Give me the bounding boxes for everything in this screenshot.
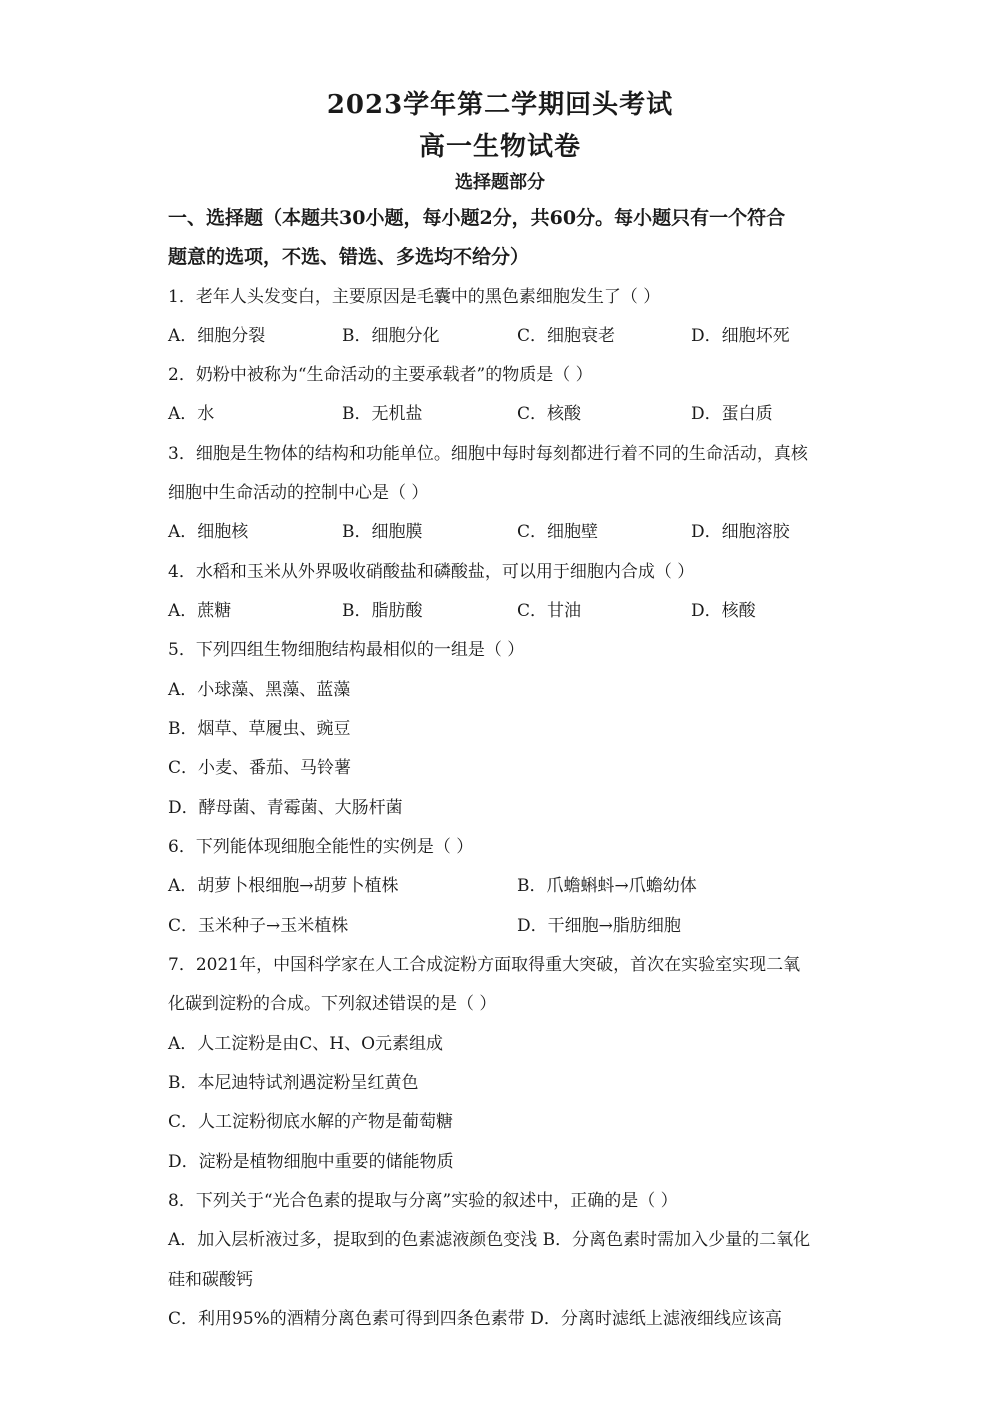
option-b: B．无机盐 <box>342 404 423 424</box>
option-d: D．干细胞→脂肪细胞 <box>517 916 681 936</box>
question-3-options <box>168 520 848 544</box>
question-2-stem: 2．奶粉中被称为“生命活动的主要承载者”的物质是（ ） <box>168 365 593 385</box>
question-7-option-d: D．淀粉是植物细胞中重要的储能物质 <box>168 1152 454 1172</box>
question-8-stem: 8．下列关于“光合色素的提取与分离”实验的叙述中，正确的是（ ） <box>168 1191 678 1211</box>
part-label: 选择题部分 <box>455 172 545 193</box>
question-6-options-row1 <box>168 874 848 898</box>
question-7-option-c: C．人工淀粉彻底水解的产物是葡萄糖 <box>168 1112 454 1132</box>
option-c: C．甘油 <box>517 601 582 621</box>
question-5-stem: 5．下列四组生物细胞结构最相似的一组是（ ） <box>168 640 525 660</box>
question-8-options-line1: A．加入层析液过多，提取到的色素滤液颜色变浅 B．分离色素时需加入少量的二氧化 <box>168 1230 811 1250</box>
question-1-stem: 1．老年人头发变白，主要原因是毛囊中的黑色素细胞发生了（ ） <box>168 287 661 307</box>
exam-subtitle: 高一生物试卷 <box>418 132 581 162</box>
question-6-options-row2 <box>168 914 848 938</box>
question-1-options <box>168 324 848 348</box>
question-7-option-a: A．人工淀粉是由C、H、O元素组成 <box>168 1034 444 1054</box>
option-a: A．水 <box>168 404 215 424</box>
question-7-option-b: B．本尼迪特试剂遇淀粉呈红黄色 <box>168 1073 419 1093</box>
option-c: C．细胞壁 <box>517 522 599 542</box>
question-8-options-line2: 硅和碳酸钙 <box>168 1270 253 1290</box>
question-6-stem: 6．下列能体现细胞全能性的实例是（ ） <box>168 837 474 857</box>
option-c: C．核酸 <box>517 404 582 424</box>
option-b: B．细胞分化 <box>342 326 440 346</box>
exam-title: 2023学年第二学期回头考试 <box>326 90 674 120</box>
question-5-option-c: C．小麦、番茄、马铃薯 <box>168 758 352 778</box>
option-b: B．细胞膜 <box>342 522 423 542</box>
option-b: B．脂肪酸 <box>342 601 423 621</box>
option-d: D．细胞溶胶 <box>691 522 790 542</box>
option-a: A．胡萝卜根细胞→胡萝卜植株 <box>168 876 399 896</box>
section-heading-line2: 题意的选项，不选、错选、多选均不给分） <box>168 246 530 268</box>
option-b: B．爪蟾蝌蚪→爪蟾幼体 <box>517 876 697 896</box>
option-d: D．核酸 <box>691 601 756 621</box>
question-8-options-line3: C．利用95%的酒精分离色素可得到四条色素带 D．分离时滤纸上滤液细线应该高 <box>168 1309 782 1329</box>
option-d: D．细胞坏死 <box>691 326 790 346</box>
option-c: C．细胞衰老 <box>517 326 616 346</box>
option-d: D．蛋白质 <box>691 404 773 424</box>
question-3-stem-line2: 细胞中生命活动的控制中心是（ ） <box>168 483 429 503</box>
question-2-options <box>168 402 848 426</box>
question-4-stem: 4．水稻和玉米从外界吸收硝酸盐和磷酸盐，可以用于细胞内合成（ ） <box>168 562 695 582</box>
question-5-option-d: D．酵母菌、青霉菌、大肠杆菌 <box>168 798 403 818</box>
option-a: A．细胞分裂 <box>168 326 266 346</box>
question-5-option-a: A．小球藻、黑藻、蓝藻 <box>168 680 351 700</box>
option-c: C．玉米种子→玉米植株 <box>168 916 349 936</box>
question-3-stem-line1: 3．细胞是生物体的结构和功能单位。细胞中每时每刻都进行着不同的生命活动，真核 <box>168 444 808 464</box>
question-4-options <box>168 599 848 623</box>
section-heading-line1: 一、选择题（本题共30小题，每小题2分，共60分。每小题只有一个符合 <box>168 207 786 229</box>
option-a: A．蔗糖 <box>168 601 232 621</box>
question-7-stem-line2: 化碳到淀粉的合成。下列叙述错误的是（ ） <box>168 994 497 1014</box>
question-7-stem-line1: 7．2021年，中国科学家在人工合成淀粉方面取得重大突破，首次在实验室实现二氧 <box>168 955 801 975</box>
option-a: A．细胞核 <box>168 522 249 542</box>
question-5-option-b: B．烟草、草履虫、豌豆 <box>168 719 351 739</box>
